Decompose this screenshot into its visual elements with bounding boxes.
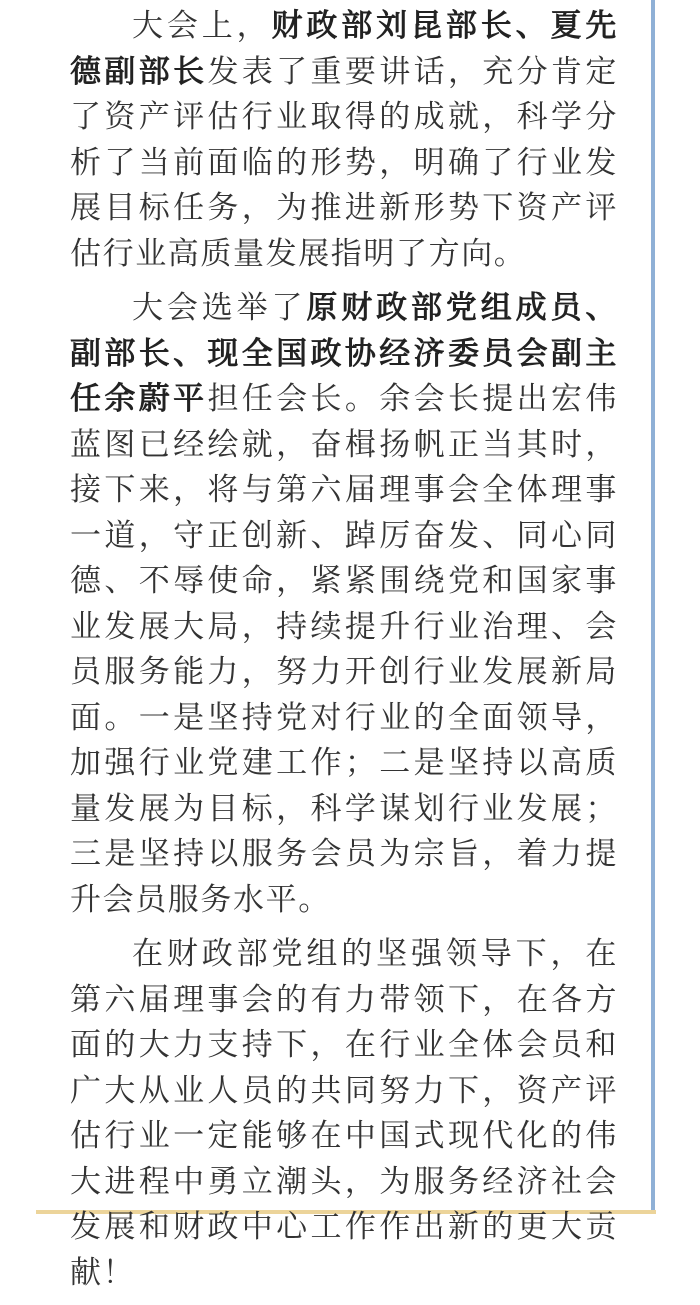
text-span: 大会选举了: [132, 290, 307, 326]
bold-text-span: 财政部刘昆部长、夏先德副部长: [70, 8, 619, 90]
text-span: 大会上，: [132, 8, 272, 44]
bold-text-span: 原财政部党组成员、副部长、现全国政协经济委员会副主任余蔚平: [70, 290, 619, 417]
paragraph-speech: [70, 4, 618, 277]
text-span: 担任会长。余会长提出宏伟蓝图已经绘就，奋楫扬帆正当其时，接下来，将与第六届理事会全体理事一道，守正创新、踔厉奋发、同心同德、不辱使命，紧紧围绕党和国家事业发展大局，持续提升行业治理、会员服务能力，努力开创行业发展新局面。一是坚持党对行业的全面领导，加强行业党建工作；二是坚持以高质量发展为目标，科学谋划行业发展；三是坚持以服务会员为宗旨，着力提升会员服务水平。: [70, 381, 618, 918]
text-span: 在财政部党组的坚强领导下，在第六届理事会的有力带领下，在各方面的大力支持下，在行业全体会员和广大从业人员的共同努力下，资产评估行业一定能够在中国式现代化的伟大进程中勇立潮头，为服务经济社会发展和财政中心工作作出新的更大贡献！: [70, 936, 618, 1291]
article-body: [70, 4, 618, 1305]
paragraph-conclusion: [70, 932, 618, 1296]
frame-right-border: [651, 0, 655, 1214]
paragraph-election: [70, 286, 618, 923]
text-span: 发表了重要讲话，充分肯定了资产评估行业取得的成就，科学分析了当前面临的形势，明确了行业发展目标任务，为推进新形势下资产评估行业高质量发展指明了方向。: [70, 53, 618, 272]
